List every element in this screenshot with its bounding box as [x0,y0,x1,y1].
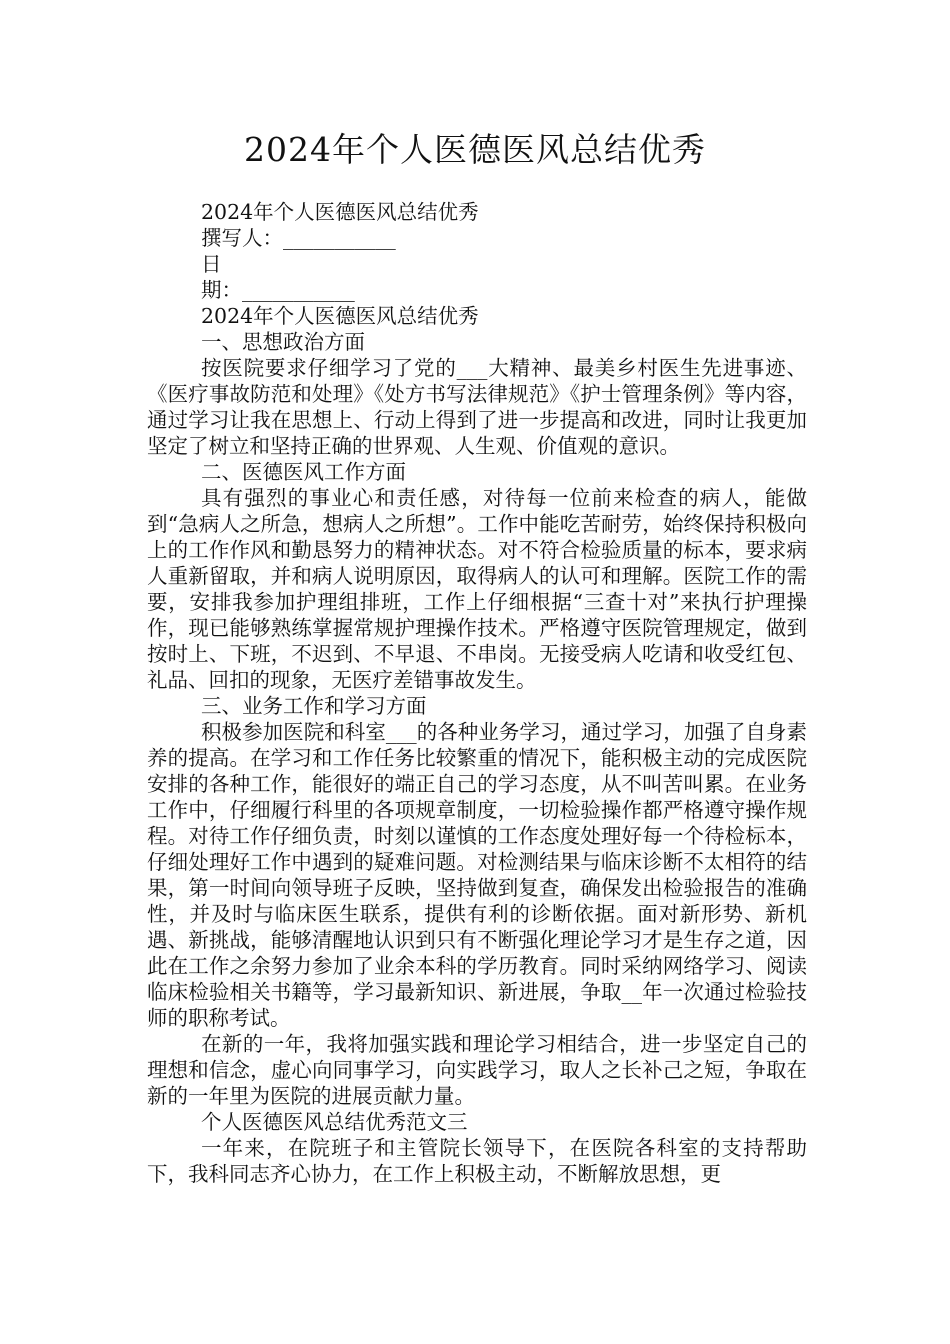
section-paragraph-1: 按医院要求仔细学习了党的___大精神、最美乡村医生先进事迹、《医疗事故防范和处理》《处方书写法律规范》《护士管理条例》等内容，通过学习让我在思想上、行动上得到了进一步提高和改进，同时让我更加坚定了树立和坚持正确的世界观、人生观、价值观的意识。 [147,356,807,458]
section-paragraph-3: 积极参加医院和科室___的各种业务学习，通过学习，加强了自身素养的提高。在学习和工作任务比较繁重的情况下，能积极主动的完成医院安排的各种工作，能很好的端正自己的学习态度，从不叫苦叫累。在业务工作中，仔细履行科里的各项规章制度，一切检验操作都严格遵守操作规程。对待工作仔细负责，时刻以谨慎的工作态度处理好每一个待检标本，仔细处理好工作中遇到的疑难问题。对检测结果与临床诊断不太相符的结果，第一时间向领导班子反映，坚持做到复查，确保发出检验报告的准确性，并及时与临床医生联系，提供有利的诊断依据。面对新形势、新机遇、新挑战，能够清醒地认识到只有不断强化理论学习才是生存之道，因此在工作之余努力参加了业余本科的学历教育。同时采纳网络学习、阅读临床检验相关书籍等，学习最新知识、新进展，争取__年一次通过检验技师的职称考试。 [147,720,807,1030]
document-body [147,199,807,1187]
date-label-line: 日 [201,252,222,276]
document-title: 2024年个人医德医风总结优秀 [244,130,706,169]
section-paragraph-2: 具有强烈的事业心和责任感，对待每一位前来检查的病人，能做到“急病人之所急，想病人之所想”。工作中能吃苦耐劳，始终保持积极向上的工作作风和勤恳努力的精神状态。对不符合检验质量的标本，要求病人重新留取，并和病人说明原因，取得病人的认可和理解。医院工作的需要，安排我参加护理组排班，工作上仔细根据“三查十对”来执行护理操作，现已能够熟练掌握常规护理操作技术。严格遵守医院管理规定，做到按时上、下班，不迟到、不早退、不串岗。无接受病人吃请和收受红包、礼品、回扣的现象，无医疗差错事故发生。 [147,486,807,692]
header-line-title: 2024年个人医德医风总结优秀 [201,200,479,224]
section-heading-2: 二、医德医风工作方面 [201,460,406,484]
section-heading-1: 一、思想政治方面 [201,330,365,354]
author-line: 撰写人：___________ [201,226,396,250]
sample-heading: 个人医德医风总结优秀范文三 [201,1110,468,1134]
subtitle-line: 2024年个人医德医风总结优秀 [201,304,479,328]
sample-paragraph: 一年来，在院班子和主管院长领导下，在医院各科室的支持帮助下，我科同志齐心协力，在工作上积极主动，不断解放思想，更 [147,1136,807,1186]
date-value-line: 期：___________ [201,278,355,302]
section-heading-3: 三、业务工作和学习方面 [201,694,427,718]
closing-paragraph: 在新的一年，我将加强实践和理论学习相结合，进一步坚定自己的理想和信念，虚心向同事学习，向实践学习，取人之长补己之短，争取在新的一年里为医院的进展贡献力量。 [147,1032,807,1108]
